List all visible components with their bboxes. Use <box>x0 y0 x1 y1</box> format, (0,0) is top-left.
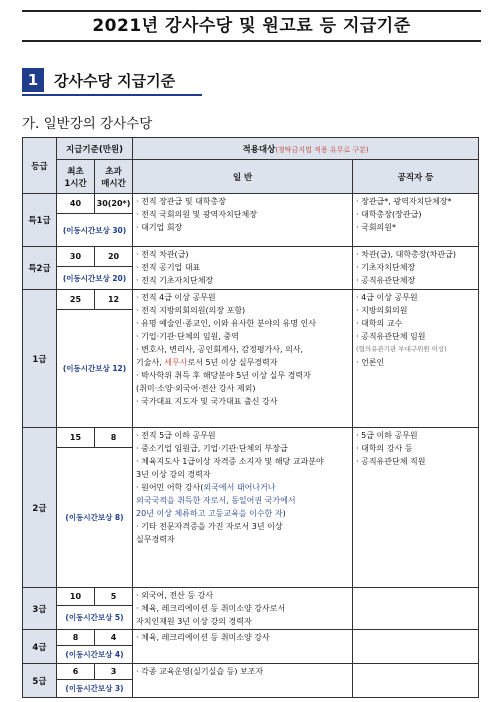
general-target-item: · 국가대표 지도자 및 국가대표 출신 강사 <box>136 397 278 406</box>
travel-compensation <box>57 448 133 588</box>
public-target-list <box>353 290 479 428</box>
header-general: 일 반 <box>133 160 353 194</box>
general-target-item: · 변호사, 변리사, 공인회계사, 감정평가사, 의사, <box>136 345 304 354</box>
table-row <box>23 247 479 267</box>
general-target-list <box>133 630 353 664</box>
grade-cell: 특2급 <box>23 247 57 290</box>
public-target-item: · 5급 이하 공무원 <box>356 431 418 440</box>
general-target-item: · 전직 공기업 대표 <box>136 263 201 272</box>
travel-compensation <box>57 680 133 698</box>
public-target-item: · 대학총장(장관급) <box>356 210 422 219</box>
public-target-item: · 차관(급), 대학총장(차관급) <box>356 250 456 259</box>
travel-compensation-label: (이동시간보상 8) <box>65 513 124 522</box>
public-target-list <box>353 630 479 664</box>
public-target-item: · 공직유관단체 임원 <box>356 332 426 341</box>
travel-compensation <box>57 214 133 247</box>
public-target-item: · 4급 이상 공무원 <box>356 293 418 302</box>
general-target-item: · 전직 차관(급) <box>136 250 189 259</box>
travel-compensation-label: (이동시간보상 5) <box>65 613 124 622</box>
general-target-item: 외국국적을 취득한 자로서, 동일어권 국가에서 <box>136 496 296 505</box>
extra-hour-value: 8 <box>95 428 133 448</box>
general-target-item: · 기타 전문자격증을 가진 자로서 3년 이상 <box>136 522 283 531</box>
grade-cell: 특1급 <box>23 194 57 247</box>
lecture-fee-table <box>22 137 479 698</box>
general-target-item: (취미·소양·외국어·전산 강사 제외) <box>136 384 256 393</box>
public-target-item: · 대학의 교수 <box>356 319 403 328</box>
travel-compensation-label: (이동시간보상 3) <box>65 684 124 693</box>
header-public: 공직자 등 <box>353 160 479 194</box>
grade-cell: 1급 <box>23 290 57 428</box>
general-target-item: · 대기업 회장 <box>136 223 183 232</box>
public-target-item: · 국회의원* <box>356 223 397 232</box>
general-target-item: · 전직 지방의회의원(의장 포함) <box>136 306 246 315</box>
general-target-item: · 전직 국회의원 및 광역자치단체장 <box>136 210 257 219</box>
general-target-item: · 중소기업 임원급, 기업·기관·단체의 부장급 <box>136 444 288 453</box>
first-hour-value: 25 <box>57 290 95 310</box>
header-standard: 지급기준(만원) <box>57 138 133 160</box>
document-title: 2021년 강사수당 및 원고료 등 지급기준 <box>22 10 481 42</box>
grade-cell: 4급 <box>23 630 57 664</box>
travel-compensation <box>57 646 133 664</box>
table-row <box>23 664 479 680</box>
general-target-item: · 유명 예술인·종교인, 이와 유사한 분야의 유명 인사 <box>136 319 317 328</box>
public-target-item: · 언론인 <box>356 358 385 367</box>
general-target-list <box>133 428 353 588</box>
travel-compensation <box>57 267 133 290</box>
section-title: 강사수당 지급기준 <box>54 71 176 90</box>
general-target-item: 20년 이상 체류하고 고등교육을 이수한 자) <box>136 509 286 518</box>
general-target-list <box>133 290 353 428</box>
header-target-note: (청탁금지법 적용 유무로 구분) <box>275 145 369 154</box>
general-target-item: · 기업·기관·단체의 임원, 중역 <box>136 332 239 341</box>
public-target-list <box>353 428 479 588</box>
public-target-item: · 공직유관단체 직원 <box>356 457 426 466</box>
general-target-item: 자치인재원 3년 이상 강의 경력자 <box>136 617 252 626</box>
travel-compensation-label: (이동시간보상 20) <box>62 273 127 283</box>
public-target-list <box>353 588 479 630</box>
general-target-item: · 전직 4급 이상 공무원 <box>136 293 216 302</box>
general-target-item: 기술사, 세무사로서 5년 이상 실무경력자 <box>136 358 278 367</box>
first-hour-value: 10 <box>57 588 95 606</box>
header-target-label: 적용대상 <box>242 144 276 155</box>
section-underline <box>22 94 202 96</box>
general-target-item: 3년 이상 강의 경력자 <box>136 470 211 479</box>
first-hour-value: 40 <box>57 194 95 214</box>
general-target-item: · 외국어, 전산 등 강사 <box>136 591 214 600</box>
public-target-item: · 대학의 강사 등 <box>356 444 413 453</box>
header-extra-hour: 초과 매시간 <box>95 160 133 194</box>
general-target-item: · 체육지도사 1급이상 자격증 소지자 및 해당 교과분야 <box>136 457 324 466</box>
section-number-badge: 1 <box>22 68 44 92</box>
general-target-item: · 전직 5급 이하 공무원 <box>136 431 216 440</box>
extra-hour-value: 12 <box>95 290 133 310</box>
general-target-list <box>133 247 353 290</box>
public-target-item: · 장관급*, 광역자치단체장* <box>356 197 452 206</box>
travel-compensation <box>57 606 133 630</box>
public-target-item: · 지방의회의원 <box>356 306 408 315</box>
extra-hour-value: 5 <box>95 588 133 606</box>
extra-hour-value: 4 <box>95 630 133 646</box>
extra-hour-value: 3 <box>95 664 133 680</box>
subsection-title: 가. 일반강의 강사수당 <box>22 116 153 132</box>
general-target-item: · 전직 기초자치단체장 <box>136 276 214 285</box>
general-target-item: · 박사학위 취득 후 해당분야 5년 이상 실무 경력자 <box>136 371 311 380</box>
table-row <box>23 194 479 214</box>
section-heading <box>22 68 175 92</box>
first-hour-value: 6 <box>57 664 95 680</box>
travel-compensation-label: (이동시간보상 12) <box>62 364 127 373</box>
header-target <box>133 138 479 160</box>
public-target-item: · 기초자치단체장 <box>356 263 416 272</box>
public-target-list <box>353 247 479 290</box>
public-target-item: (협의유관기관 부대구위원 이상) <box>356 345 447 353</box>
extra-hour-value: 20 <box>95 247 133 267</box>
public-target-list <box>353 664 479 698</box>
general-target-list <box>133 588 353 630</box>
general-target-item: 실무경력자 <box>136 535 175 544</box>
general-target-item: · 원어민 어학 강사(외국에서 태어나거나 <box>136 483 276 492</box>
grade-cell: 5급 <box>23 664 57 698</box>
header-grade: 등급 <box>23 138 57 194</box>
table-row <box>23 428 479 448</box>
header-first-hour: 최초 1시간 <box>57 160 95 194</box>
general-target-list <box>133 664 353 698</box>
table-row <box>23 588 479 606</box>
travel-compensation <box>57 310 133 428</box>
public-target-list <box>353 194 479 247</box>
travel-compensation-label: (이동시간보상 30) <box>62 225 127 235</box>
table-row <box>23 290 479 310</box>
public-target-item: · 공직유관단체장 <box>356 276 416 285</box>
general-target-item: · 전직 장관급 및 대학총장 <box>136 197 227 206</box>
grade-cell: 3급 <box>23 588 57 630</box>
first-hour-value: 8 <box>57 630 95 646</box>
grade-cell: 2급 <box>23 428 57 588</box>
travel-compensation-label: (이동시간보상 4) <box>65 650 124 659</box>
general-target-item: · 체육, 레크리에이션 등 취미소양 강사로서 <box>136 604 286 613</box>
general-target-list <box>133 194 353 247</box>
general-target-item: · 체육, 레크리에이션 등 취미소양 강사 <box>136 633 270 642</box>
first-hour-value: 30 <box>57 247 95 267</box>
first-hour-value: 15 <box>57 428 95 448</box>
general-target-item: · 각종 교육운영(실기실습 등) 보조자 <box>136 667 264 676</box>
table-row <box>23 630 479 646</box>
extra-hour-value: 30(20*) <box>95 194 133 214</box>
